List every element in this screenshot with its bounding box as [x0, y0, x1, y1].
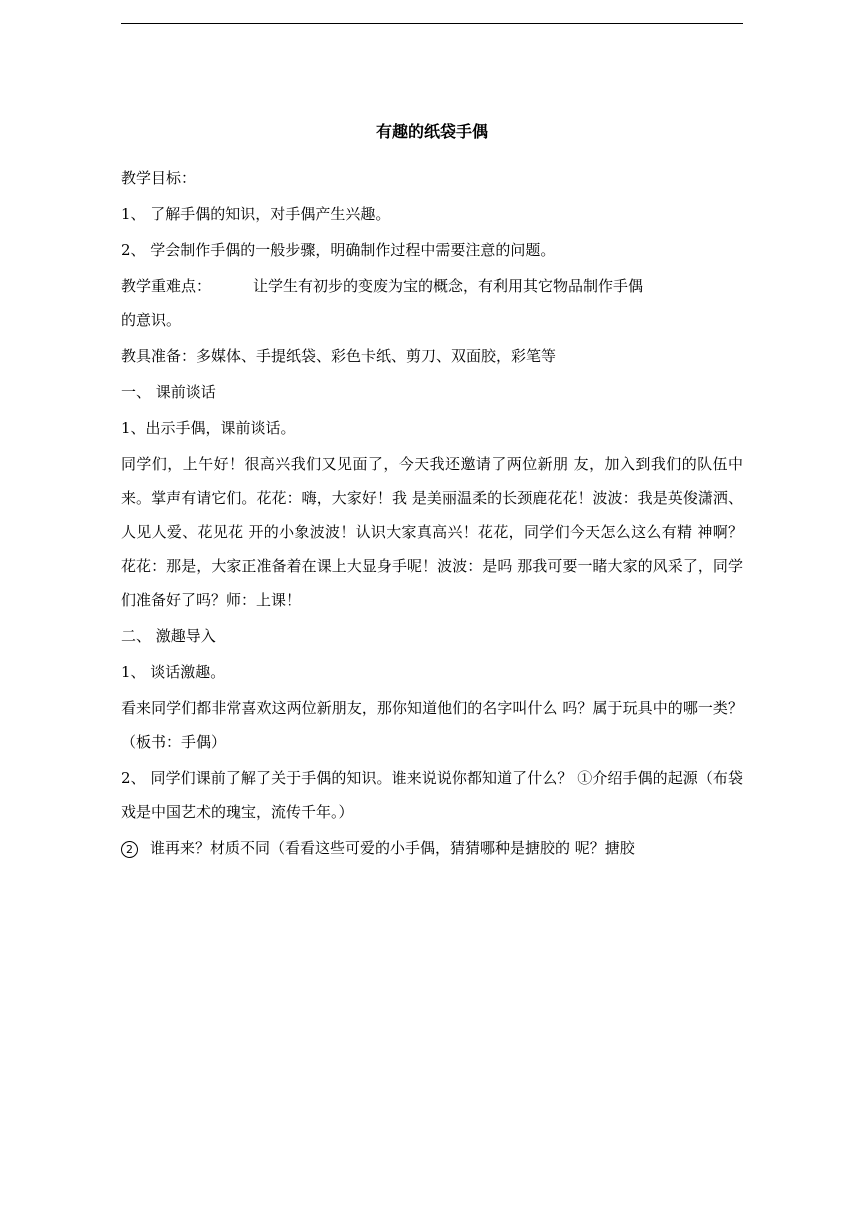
- focus-paragraph: [121, 269, 743, 337]
- focus-text-line1: 让学生有初步的变废为宝的概念，有利用其它物品制作手偶: [253, 277, 644, 295]
- header-rule: [121, 23, 743, 24]
- objective-item-1: 1、 了解手偶的知识，对手偶产生兴趣。: [121, 205, 391, 223]
- document-body: [121, 116, 743, 865]
- circled-number-marker: 2: [121, 841, 138, 858]
- section-2-item-1: 1、 谈话激趣。: [121, 663, 226, 681]
- section-2-item-3: [121, 831, 743, 865]
- focus-label: 教学重难点：: [121, 277, 212, 295]
- section-2-paragraph-1: 看来同学们都非常喜欢这两位新朋友，那你知道他们的名字叫什么 吗？属于玩具中的哪一类？（板书：手偶）: [121, 699, 743, 751]
- section-2-heading: 二、 激趣导入: [121, 627, 216, 645]
- objective-item-2: 2、 学会制作手偶的一般步骤，明确制作过程中需要注意的问题。: [121, 241, 556, 259]
- section-1-heading: 一、 课前谈话: [121, 383, 216, 401]
- focus-text-line2: 的意识。: [121, 311, 182, 329]
- section-2-item-2: 2、 同学们课前了解了关于手偶的知识。谁来说说你都知道了什么？ ①介绍手偶的起源（布袋戏是中国艺术的瑰宝，流传千年。）: [121, 769, 743, 821]
- document-title: 有趣的纸袋手偶: [375, 122, 488, 141]
- section-1-paragraph: 同学们，上午好！很高兴我们又见面了，今天我还邀请了两位新朋 友，加入到我们的队伍中来。掌声有请它们。花花：嗨，大家好！我 是美丽温柔的长颈鹿花花！波波：我是英俊潇洒、人见人爱、花见花 开的小象波波！认识大家真高兴！花花，同学们今天怎么这么有精 神啊？花花：那是，大家正准备着在课上大显身手呢！波波：是吗 那我可要一睹大家的风采了，同学们准备好了吗？师：上课！: [121, 455, 743, 609]
- section-2-item-3-text: 谁再来？材质不同（看看这些可爱的小手偶，猜猜哪种是搪胶的 呢？搪胶: [150, 839, 635, 857]
- objectives-heading: 教学目标：: [121, 169, 197, 187]
- section-1-item-1: 1、出示手偶，课前谈话。: [121, 419, 296, 437]
- materials-line: 教具准备：多媒体、手提纸袋、彩色卡纸、剪刀、双面胶，彩笔等: [121, 347, 557, 365]
